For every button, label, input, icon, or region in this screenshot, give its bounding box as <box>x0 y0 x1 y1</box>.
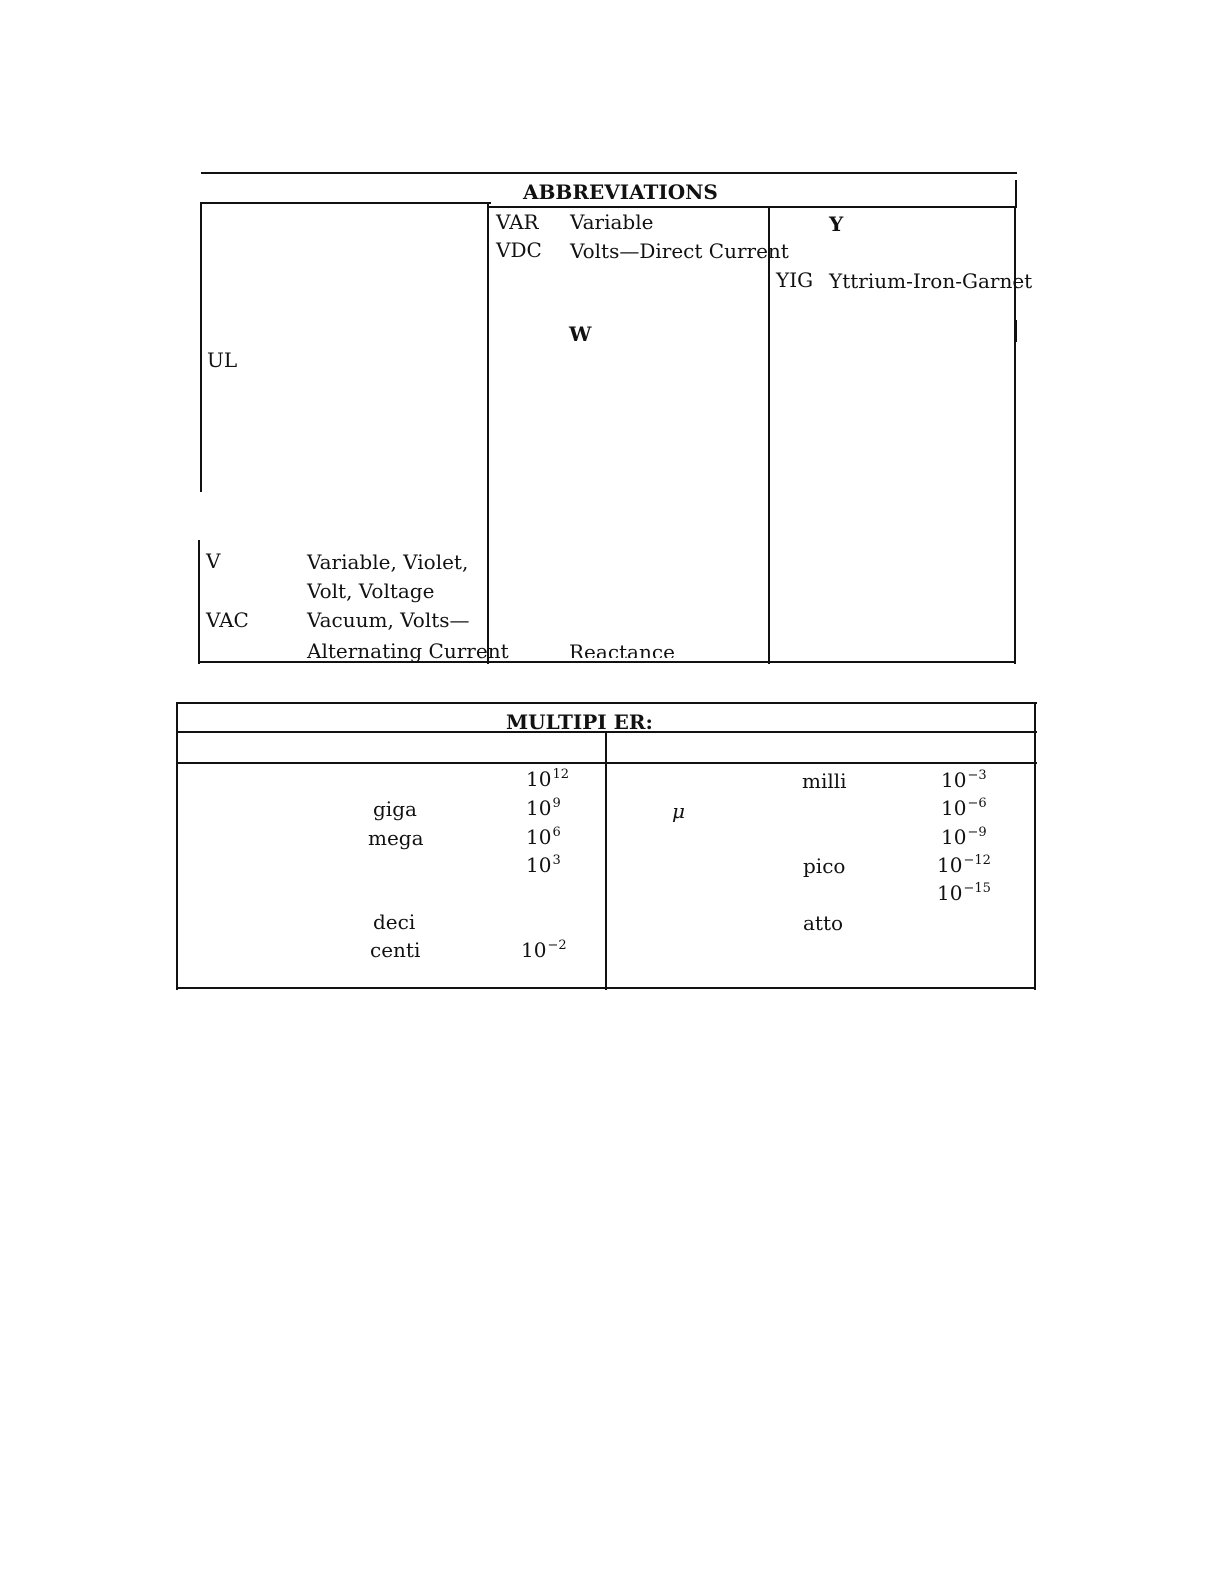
mult-left-border <box>176 702 178 990</box>
abbr-var: VAR <box>496 210 539 234</box>
abbr-header-divider <box>201 202 491 204</box>
abbr-left-border <box>200 202 202 492</box>
mult-col-divider <box>605 731 607 990</box>
mult-bottom-border <box>176 987 1036 989</box>
abbr-var-def: Variable <box>570 210 654 234</box>
abbr-v: V <box>206 549 221 573</box>
mult-deci: deci <box>373 910 416 934</box>
mult-milli: milli <box>802 769 847 793</box>
abbr-top-border <box>201 172 1017 174</box>
abbr-heading-y: Y <box>829 212 844 236</box>
abbr-heading-w: W <box>569 322 592 346</box>
mult-right-power-2: $10^{-6}$ <box>941 796 987 820</box>
mult-right-power-5: $10^{-15}$ <box>937 881 991 905</box>
abbr-title-right-border <box>1015 180 1017 208</box>
mult-title: MULTIPI ER: <box>506 710 653 734</box>
mult-left-power-1: $10^{12}$ <box>526 767 569 791</box>
mult-atto: atto <box>803 911 844 935</box>
abbr-vdc: VDC <box>496 238 542 262</box>
mult-mu: μ <box>672 799 685 823</box>
abbr-v-def-1: Variable, Violet, <box>307 550 469 574</box>
abbr-vdc-def: Volts—Direct Current <box>570 239 789 263</box>
abbr-vac-def-2: Alternating Current <box>307 639 509 663</box>
mult-pico: pico <box>803 854 846 878</box>
abbr-reactance: Reactance <box>569 640 675 658</box>
abbr-col-divider-2 <box>768 206 770 664</box>
abbr-yig: YIG <box>776 268 814 292</box>
mult-right-power-4: $10^{-12}$ <box>937 853 991 877</box>
mult-top-border <box>176 702 1037 704</box>
mult-right-power-1: $10^{-3}$ <box>941 768 987 792</box>
abbr-yig-def: Yttrium-Iron-Garnet <box>829 269 1033 293</box>
mult-centi: centi <box>370 938 421 962</box>
abbr-vac: VAC <box>206 608 249 632</box>
mult-left-power-2: $10^9$ <box>526 796 561 820</box>
abbr-right-border-tick <box>1015 320 1017 342</box>
abbr-vac-def-1: Vacuum, Volts— <box>307 608 470 632</box>
abbr-header-divider-right <box>488 206 1017 208</box>
mult-giga: giga <box>373 797 417 821</box>
mult-left-power-5: $10^{-2}$ <box>521 938 567 962</box>
mult-left-power-4: $10^3$ <box>526 853 561 877</box>
mult-left-power-3: $10^6$ <box>526 825 561 849</box>
abbr-col-divider-1 <box>487 204 489 664</box>
mult-mega: mega <box>368 826 424 850</box>
mult-right-border <box>1034 702 1036 990</box>
abbr-v-def-2: Volt, Voltage <box>307 579 435 603</box>
abbr-ul: UL <box>207 348 238 372</box>
abbr-title: ABBREVIATIONS <box>523 180 718 204</box>
mult-right-power-3: $10^{-9}$ <box>941 825 987 849</box>
abbr-left-border-lower <box>198 540 200 664</box>
abbr-reactance-clip <box>569 640 769 658</box>
